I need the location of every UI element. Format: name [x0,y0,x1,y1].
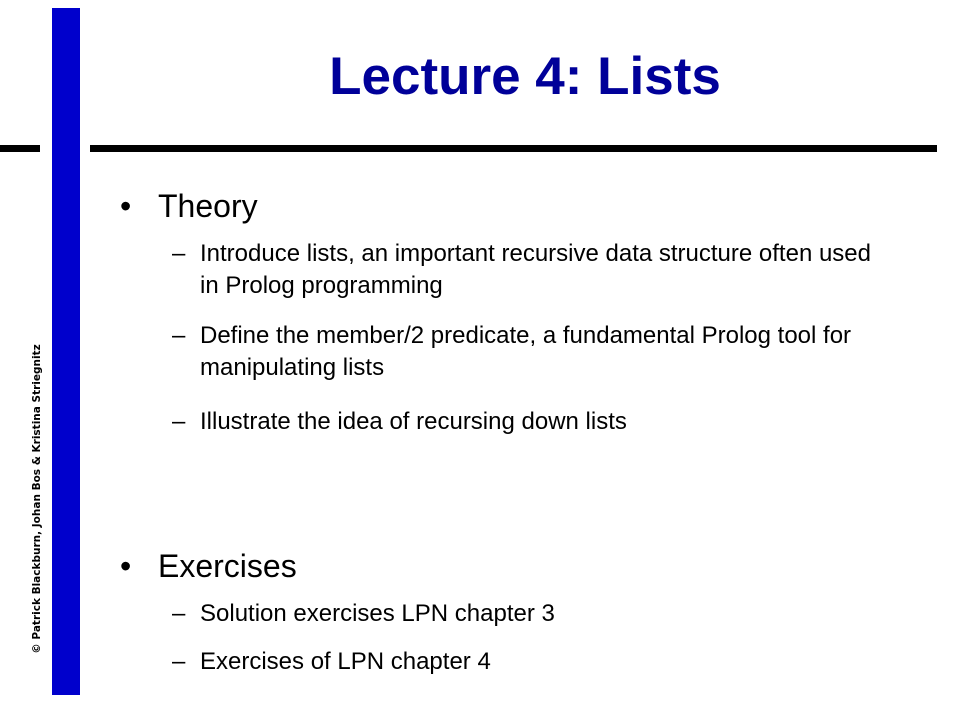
sub-item [172,320,880,384]
dash-marker: – [172,322,186,349]
slide-title: Lecture 4: Lists [329,47,721,106]
section-heading: Theory [158,188,258,224]
dash-marker: – [172,600,186,627]
sub-item-text: Introduce lists, an important recursive data structure often used in Prolog programming [200,240,872,299]
sub-item [172,406,880,438]
section-heading: Exercises [158,548,297,584]
dash-marker: – [172,408,186,435]
copyright-notice: © Patrick Blackburn, Johan Bos & Kristina Striegnitz [31,344,43,654]
title-rule-left [0,145,40,152]
sub-item-text: Illustrate the idea of recursing down lists [200,408,627,435]
sub-item-text: Exercises of LPN chapter 4 [200,648,491,675]
bullet-exercises [120,546,297,586]
dash-marker: – [172,240,186,267]
sub-item [172,646,880,678]
sub-item [172,238,880,302]
bullet-marker: • [120,188,132,224]
dash-marker: – [172,648,186,675]
sub-item-text: Define the member/2 predicate, a fundamental Prolog tool for manipulating lists [200,322,852,381]
bullet-theory [120,186,258,226]
sub-item-text: Solution exercises LPN chapter 3 [200,600,555,627]
sub-item [172,598,880,630]
bullet-marker: • [120,548,132,584]
title-rule-right [90,145,937,152]
side-accent-bar [52,8,80,695]
